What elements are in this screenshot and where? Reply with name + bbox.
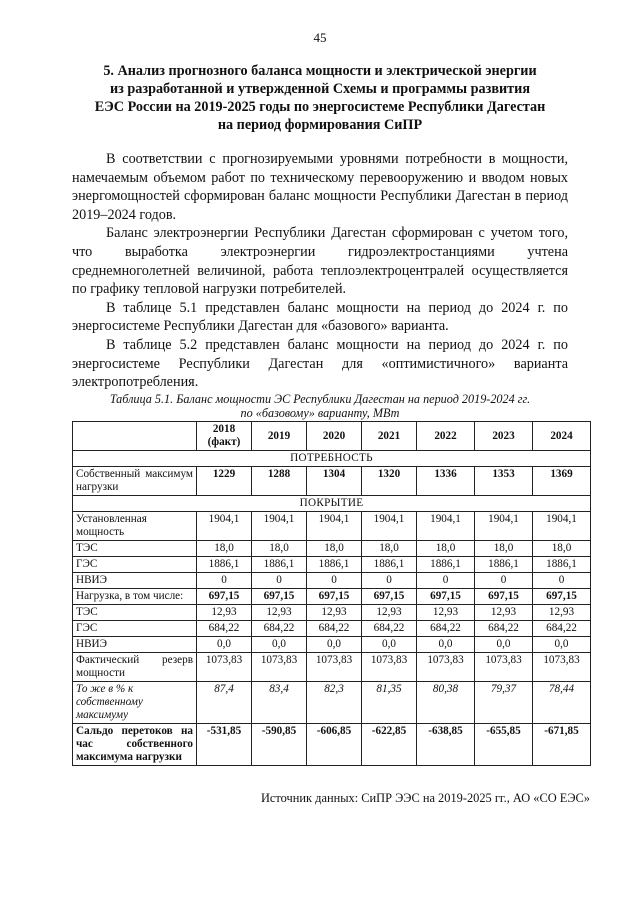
value-cell: 1073,83 <box>252 653 307 682</box>
value-cell: 697,15 <box>533 589 591 605</box>
value-cell: 12,93 <box>307 605 362 621</box>
value-cell: 1304 <box>307 467 362 496</box>
section-heading <box>70 62 570 134</box>
value-cell: 1904,1 <box>252 512 307 541</box>
row-label: ТЭС <box>73 541 197 557</box>
paragraph: Баланс электроэнергии Республики Дагестан сформирован с учетом того, что выработка электроэнергии гидроэлектростанциями учтена среднемноголетней величиной, работа теплоэлектроцентралей осуществляется по графику тепловой нагрузки потребителей. <box>72 225 568 298</box>
value-cell: 1073,83 <box>417 653 475 682</box>
value-cell: 697,15 <box>475 589 533 605</box>
table-header-row <box>73 422 591 451</box>
section-label: ПОТРЕБНОСТЬ <box>73 451 591 467</box>
value-cell: 0,0 <box>417 637 475 653</box>
value-cell: 1904,1 <box>307 512 362 541</box>
value-cell: 1904,1 <box>533 512 591 541</box>
value-cell: 684,22 <box>307 621 362 637</box>
value-cell: 684,22 <box>197 621 252 637</box>
value-cell: 1369 <box>533 467 591 496</box>
value-cell: 0 <box>197 573 252 589</box>
value-cell: 1886,1 <box>475 557 533 573</box>
value-cell: 1904,1 <box>475 512 533 541</box>
paragraph: В таблице 5.2 представлен баланс мощности на период до 2024 г. по энергосистеме Республики Дагестан для «оптимистичного» варианта электропотребления. <box>72 336 568 391</box>
value-cell: 0 <box>475 573 533 589</box>
value-cell: 87,4 <box>197 682 252 724</box>
value-cell: 684,22 <box>417 621 475 637</box>
heading-line: из разработанной и утвержденной Схемы и программы развития <box>109 81 531 97</box>
power-balance-table <box>72 421 591 766</box>
header-year-cell: 2023 <box>475 422 533 451</box>
value-cell: 0,0 <box>362 637 417 653</box>
paragraph: В таблице 5.1 представлен баланс мощности на период до 2024 г. по энергосистеме Республики Дагестан для «базового» варианта. <box>72 299 568 335</box>
row-label: Нагрузка, в том числе: <box>73 589 197 605</box>
value-cell: 0,0 <box>252 637 307 653</box>
value-cell: 1073,83 <box>533 653 591 682</box>
source-note: Источник данных: СиПР ЭЭС на 2019-2025 гг., АО «СО ЕЭС» <box>260 791 590 805</box>
value-cell: 0,0 <box>307 637 362 653</box>
value-cell: 1229 <box>197 467 252 496</box>
value-cell: 18,0 <box>252 541 307 557</box>
value-cell: -531,85 <box>197 724 252 766</box>
value-cell: 684,22 <box>475 621 533 637</box>
row-label: НВИЭ <box>73 637 197 653</box>
row-label: НВИЭ <box>73 573 197 589</box>
value-cell: 79,37 <box>475 682 533 724</box>
row-label: То же в % к собственному максимуму <box>73 682 197 724</box>
value-cell: 0 <box>307 573 362 589</box>
value-cell: 1353 <box>475 467 533 496</box>
table-caption <box>72 392 568 420</box>
value-cell: 18,0 <box>533 541 591 557</box>
value-cell: 1886,1 <box>252 557 307 573</box>
value-cell: 697,15 <box>197 589 252 605</box>
value-cell: 1288 <box>252 467 307 496</box>
heading-line: 5. Анализ прогнозного баланса мощности и электрической энергии <box>103 63 537 79</box>
row-label: ГЭС <box>73 621 197 637</box>
heading-line: ЕЭС России на 2019-2025 годы по энергосистеме Республики Дагестан <box>94 99 546 115</box>
value-cell: 0,0 <box>475 637 533 653</box>
value-cell: 18,0 <box>197 541 252 557</box>
value-cell: 1073,83 <box>475 653 533 682</box>
value-cell: 1073,83 <box>307 653 362 682</box>
value-cell: 1886,1 <box>197 557 252 573</box>
value-cell: 1886,1 <box>533 557 591 573</box>
value-cell: 78,44 <box>533 682 591 724</box>
table-row <box>73 637 591 653</box>
section-label: ПОКРЫТИЕ <box>73 496 591 512</box>
value-cell: 0,0 <box>197 637 252 653</box>
value-cell: 1904,1 <box>362 512 417 541</box>
value-cell: 1886,1 <box>362 557 417 573</box>
table-row <box>73 512 591 541</box>
value-cell: 12,93 <box>475 605 533 621</box>
table-row <box>73 541 591 557</box>
table-row <box>73 589 591 605</box>
row-label: Фактический резерв мощности <box>73 653 197 682</box>
value-cell: 12,93 <box>252 605 307 621</box>
value-cell: 18,0 <box>362 541 417 557</box>
value-cell: 83,4 <box>252 682 307 724</box>
value-cell: 0 <box>252 573 307 589</box>
row-label: ГЭС <box>73 557 197 573</box>
caption-line: по «базовому» варианту, МВт <box>240 406 400 420</box>
value-cell: -606,85 <box>307 724 362 766</box>
page-number: 45 <box>313 30 327 45</box>
value-cell: 12,93 <box>197 605 252 621</box>
value-cell: 18,0 <box>475 541 533 557</box>
body-text <box>72 150 568 392</box>
value-cell: 0 <box>533 573 591 589</box>
value-cell: 0,0 <box>533 637 591 653</box>
table-row <box>73 682 591 724</box>
value-cell: 1073,83 <box>197 653 252 682</box>
value-cell: -622,85 <box>362 724 417 766</box>
row-label: Установленная мощность <box>73 512 197 541</box>
header-year-cell: 2024 <box>533 422 591 451</box>
header-year-cell: 2019 <box>252 422 307 451</box>
value-cell: 684,22 <box>362 621 417 637</box>
value-cell: -590,85 <box>252 724 307 766</box>
row-label: Сальдо перетоков на час собственного максимума нагрузки <box>73 724 197 766</box>
row-label: Собственный максимум нагрузки <box>73 467 197 496</box>
header-year-cell: 2021 <box>362 422 417 451</box>
value-cell: 12,93 <box>362 605 417 621</box>
row-label: ТЭС <box>73 605 197 621</box>
table-section-row <box>73 451 591 467</box>
value-cell: 80,38 <box>417 682 475 724</box>
value-cell: 1886,1 <box>307 557 362 573</box>
value-cell: 1904,1 <box>197 512 252 541</box>
value-cell: 82,3 <box>307 682 362 724</box>
table-row <box>73 467 591 496</box>
value-cell: 12,93 <box>417 605 475 621</box>
value-cell: 81,35 <box>362 682 417 724</box>
value-cell: 18,0 <box>417 541 475 557</box>
value-cell: -638,85 <box>417 724 475 766</box>
value-cell: 697,15 <box>307 589 362 605</box>
table-row <box>73 573 591 589</box>
header-year-cell: 2018 (факт) <box>197 422 252 451</box>
header-year-cell: 2022 <box>417 422 475 451</box>
paragraph: В соответствии с прогнозируемыми уровнями потребности в мощности, намечаемым объемом работ по техническому перевооружению и вводом новых энергомощностей сформирован баланс мощности Республики Дагестан в период 2019–2024 годов. <box>72 151 568 223</box>
value-cell: 697,15 <box>362 589 417 605</box>
table-row <box>73 653 591 682</box>
value-cell: 1886,1 <box>417 557 475 573</box>
value-cell: 12,93 <box>533 605 591 621</box>
table-row <box>73 557 591 573</box>
value-cell: 697,15 <box>417 589 475 605</box>
value-cell: 1320 <box>362 467 417 496</box>
table-row <box>73 621 591 637</box>
table-row <box>73 605 591 621</box>
table-section-row <box>73 496 591 512</box>
value-cell: 1904,1 <box>417 512 475 541</box>
value-cell: 1336 <box>417 467 475 496</box>
caption-line: Таблица 5.1. Баланс мощности ЭС Республики Дагестан на период 2019-2024 гг. <box>109 392 531 406</box>
value-cell: -655,85 <box>475 724 533 766</box>
heading-line: на период формирования СиПР <box>217 117 423 133</box>
value-cell: 697,15 <box>252 589 307 605</box>
value-cell: 18,0 <box>307 541 362 557</box>
value-cell: 684,22 <box>252 621 307 637</box>
value-cell: 0 <box>417 573 475 589</box>
table-row <box>73 724 591 766</box>
value-cell: 684,22 <box>533 621 591 637</box>
value-cell: 0 <box>362 573 417 589</box>
header-year-cell: 2020 <box>307 422 362 451</box>
value-cell: -671,85 <box>533 724 591 766</box>
value-cell: 1073,83 <box>362 653 417 682</box>
header-blank-cell <box>73 422 197 451</box>
